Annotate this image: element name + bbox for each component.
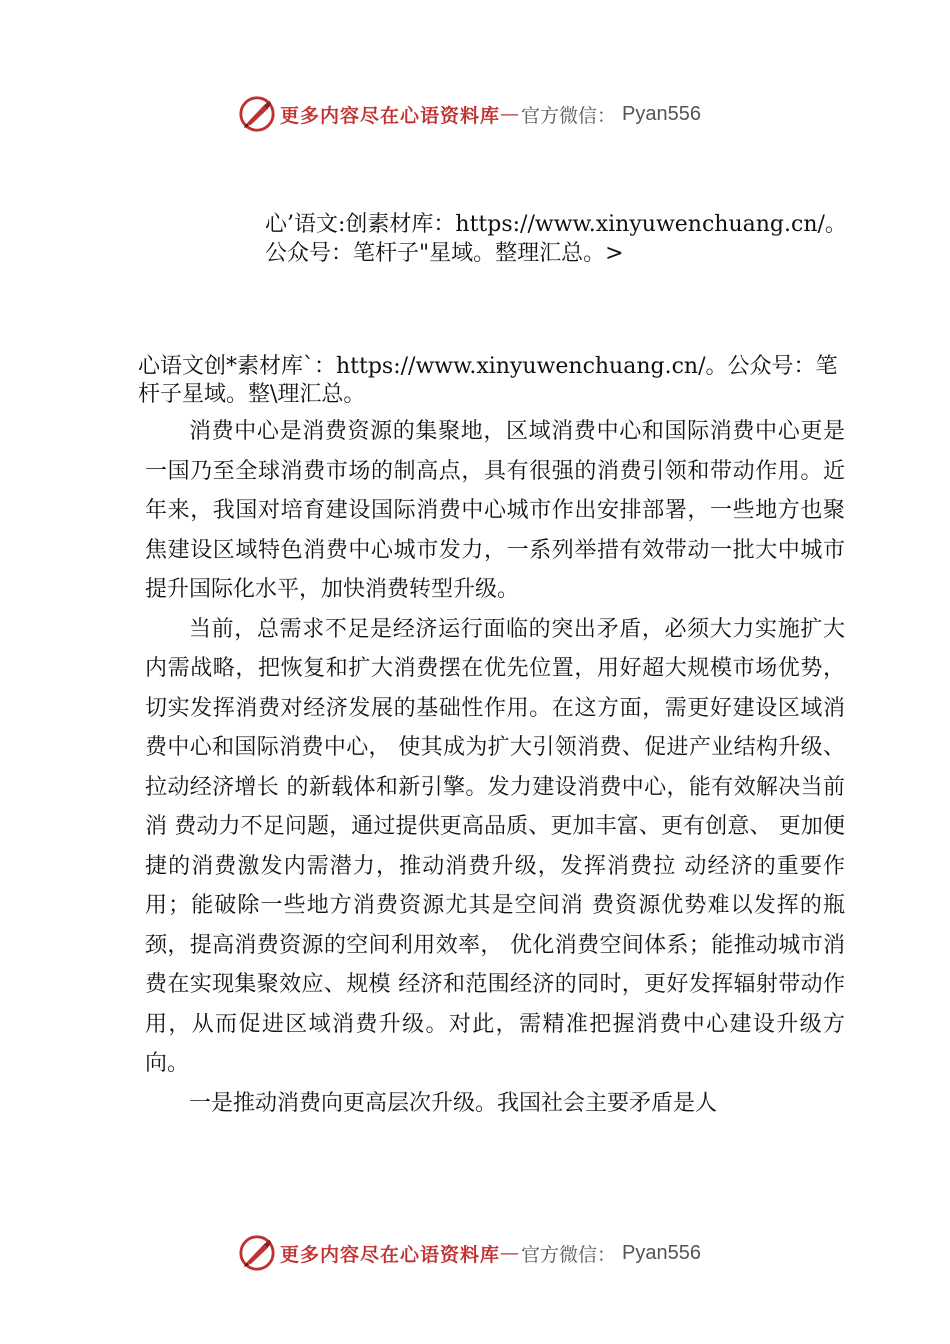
article-body bbox=[145, 412, 845, 1123]
site-slogan: 更多内容尽在心语资料库 bbox=[280, 104, 501, 127]
quill-pen-logo-icon bbox=[238, 1234, 276, 1272]
article-paragraph: 消费中心是消费资源的集聚地，区域消费中心和国际消费中心更是一国乃至全球消费市场的制高点，具有很强的消费引领和带动作用。近年来，我国对培育建设国际消费中心城市作出安排部署，一些地方也聚焦建设区域特色消费中心城市发力，一系列举措有效带动一批大中城市提升国际化水平，加快消费转型升级。 bbox=[145, 419, 845, 602]
wechat-id: Pyan556 bbox=[622, 102, 701, 125]
article-paragraph: 当前，总需求不足是经济运行面临的突出矛盾，必须大力实施扩大内需战略，把恢复和扩大消费摆在优先位置，用好超大规模市场优势，切实发挥消费对经济发展的基础性作用。在这方面，需更好建设区域消费中心和国际消费中心， 使其成为扩大引领消费、促进产业结构升级、拉动经济增长 的新载体和新引擎。发力建设消费中心，能有效解决当前消 费动力不足问题，通过提供更高品质、更加丰富、更有创意、 更加便捷的消费激发内需潜力，推动消费升级，发挥消费拉 动经济的重要作用；能破除一些地方消费资源尤其是空间消 费资源优势难以发挥的瓶颈，提高消费资源的空间利用效率， 优化消费空间体系；能推动城市消费在实现集聚效应、规模 经济和范围经济的同时，更好发挥辐射带动作用，从而促进区域消费升级。对此，需精准把握消费中心建设升级方向。 bbox=[145, 616, 845, 1076]
wechat-label: 官方微信： bbox=[521, 1243, 617, 1266]
banner-separator: — bbox=[500, 103, 520, 125]
quill-pen-logo-icon bbox=[238, 95, 276, 133]
wechat-label: 官方微信： bbox=[521, 104, 617, 127]
site-slogan: 更多内容尽在心语资料库 bbox=[280, 1243, 501, 1266]
source-notice: 心’语文:创素材库：https://www.xinyuwenchuang.cn/。公众号：笔杆子"星域。整理汇总。> bbox=[265, 212, 847, 266]
header-banner bbox=[238, 94, 701, 134]
source-line: 心语文创*素材库`：https://www.xinyuwenchuang.cn/。公众号：笔杆子星域。整\理汇总。 bbox=[138, 354, 838, 407]
banner-separator: — bbox=[500, 1242, 520, 1264]
wechat-id: Pyan556 bbox=[622, 1241, 701, 1264]
article-paragraph: 一是推动消费向更高层次升级。我国社会主要矛盾是人 bbox=[189, 1090, 718, 1116]
footer-banner bbox=[238, 1233, 701, 1273]
